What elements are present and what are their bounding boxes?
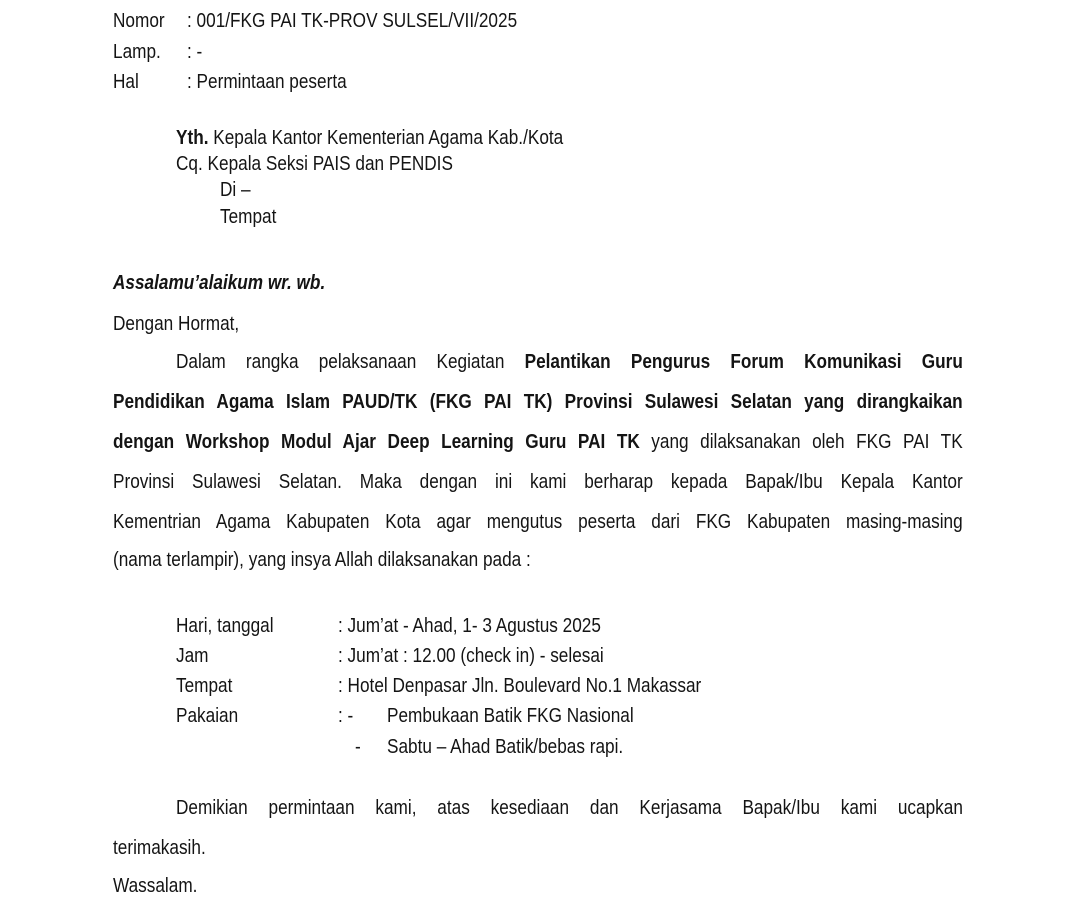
closing-line-3: Wassalam.	[113, 875, 198, 897]
body-line-1-bold: Pelantikan Pengurus Forum Komunikasi Guru	[524, 351, 963, 373]
body-line-1-normal: Dalam rangka pelaksanaan Kegiatan	[176, 351, 525, 373]
pakaian-item-1: Pembukaan Batik FKG Nasional	[387, 705, 634, 727]
closing-line-2: terimakasih.	[113, 837, 206, 859]
body-line-5: Kementrian Agama Kabupaten Kota agar mengutus peserta dari FKG Kabupaten masing-masing	[113, 511, 963, 533]
hari-value: : Jum’at - Ahad, 1- 3 Agustus 2025	[338, 615, 601, 637]
di-line: Di –	[220, 179, 251, 201]
body-line-1	[176, 349, 963, 375]
tempat-label: Tempat	[176, 675, 233, 697]
addressee-line	[176, 126, 563, 150]
body-line-4: Provinsi Sulawesi Selatan. Maka dengan ini kami berharap kepada Bapak/Ibu Kepala Kantor	[113, 471, 963, 493]
cq-line: Cq. Kepala Seksi PAIS dan PENDIS	[176, 153, 453, 175]
yth-text: Kepala Kantor Kementerian Agama Kab./Kota	[208, 127, 564, 149]
yth-prefix: Yth.	[176, 127, 209, 149]
pakaian-item-2: Sabtu – Ahad Batik/bebas rapi.	[387, 736, 624, 758]
body-line-3-bold: dengan Workshop Modul Ajar Deep Learning Guru PAI TK	[113, 431, 640, 453]
body-line-3-normal: yang dilaksanakan oleh FKG PAI TK	[639, 431, 963, 453]
nomor-value: : 001/FKG PAI TK-PROV SULSEL/VII/2025	[187, 10, 518, 32]
nomor-label: Nomor	[113, 10, 165, 32]
pakaian-label: Pakaian	[176, 705, 239, 727]
jam-value: : Jum’at : 12.00 (check in) - selesai	[338, 645, 604, 667]
hormat-greeting: Dengan Hormat,	[113, 313, 240, 335]
hal-value: : Permintaan peserta	[187, 71, 347, 93]
hal-label: Hal	[113, 71, 139, 93]
jam-label: Jam	[176, 645, 209, 667]
pakaian-colon: : -	[338, 705, 354, 727]
tempat-line: Tempat	[220, 206, 277, 228]
pakaian-dash-2: -	[355, 736, 361, 758]
hari-label: Hari, tanggal	[176, 615, 274, 637]
tempat-value: : Hotel Denpasar Jln. Boulevard No.1 Makassar	[338, 675, 702, 697]
lamp-label: Lamp.	[113, 41, 161, 63]
lamp-value: : -	[187, 41, 203, 63]
closing-line-1: Demikian permintaan kami, atas kesediaan dan Kerjasama Bapak/Ibu kami ucapkan	[176, 797, 963, 819]
body-line-6: (nama terlampir), yang insya Allah dilaksanakan pada :	[113, 549, 531, 571]
body-line-2: Pendidikan Agama Islam PAUD/TK (FKG PAI TK) Provinsi Sulawesi Selatan yang dirangkaikan	[113, 391, 963, 413]
salam-greeting: Assalamu’alaikum wr. wb.	[113, 272, 326, 294]
body-line-3	[113, 429, 963, 455]
